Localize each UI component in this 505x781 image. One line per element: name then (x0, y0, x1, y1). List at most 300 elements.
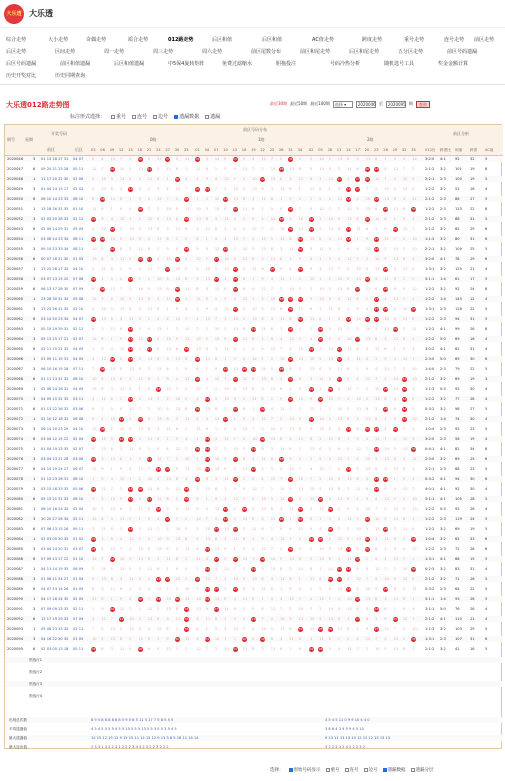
miss-value: 5 (337, 607, 341, 611)
issue-cell: 2020081 (7, 507, 24, 511)
nav-link[interactable]: 连号走势 (444, 37, 465, 43)
miss-value: 10 (270, 427, 276, 431)
weekday-cell: 6 (33, 557, 36, 561)
miss-value: 13 (214, 337, 220, 341)
analysis-value: 2:1:2 (425, 617, 435, 621)
miss-value: 4 (309, 597, 313, 601)
checkbox-icon[interactable] (174, 115, 178, 119)
drawn-number-ball: 30 (175, 286, 180, 291)
miss-value: 13 (252, 187, 257, 191)
checkbox-icon[interactable] (111, 115, 115, 119)
period-select[interactable]: 选择 ▾ (333, 101, 353, 108)
back-numbers: 08 10 (73, 197, 84, 201)
drawn-number-ball: 15 (128, 336, 133, 341)
miss-value: 6 (138, 187, 141, 191)
nav-link[interactable]: 周六走势 (202, 49, 223, 55)
weekday-cell: 1 (33, 567, 36, 571)
footer-option[interactable] (364, 767, 378, 773)
site-header (0, 0, 505, 28)
drawn-number-ball: 08 (328, 526, 332, 531)
miss-value: 1 (298, 577, 301, 581)
analysis-value: 1:4:0 (425, 367, 435, 371)
drawn-number-ball: 13 (233, 526, 237, 531)
miss-value: 8 (205, 477, 208, 481)
miss-value: 7 (356, 387, 359, 391)
table-row (5, 526, 503, 532)
miss-value: 3 (224, 407, 227, 411)
miss-value: 10 (347, 207, 352, 211)
miss-value: 4 (242, 357, 246, 361)
weekday-cell: 6 (33, 287, 36, 291)
miss-value: 12 (224, 567, 229, 571)
issue-cell: 2020094 (7, 637, 24, 641)
miss-value: 1 (110, 207, 113, 211)
miss-value: 4 (328, 197, 331, 201)
nav-link[interactable]: 后区和值 (262, 37, 283, 43)
checkbox-icon[interactable] (345, 768, 349, 772)
analysis-value: 24 (470, 517, 475, 521)
format-option[interactable] (111, 113, 126, 120)
miss-value: 12 (298, 397, 304, 401)
miss-value: 9 (110, 277, 113, 281)
miss-value: 1 (319, 257, 322, 261)
issue-cell: 2020057 (7, 267, 24, 271)
miss-value: 1 (375, 617, 378, 621)
miss-value: 12 (289, 337, 294, 341)
nav-link[interactable]: 后区和值 (212, 37, 233, 43)
miss-value: 10 (110, 627, 116, 631)
miss-value: 11 (205, 227, 211, 231)
drawn-number-ball: 06 (100, 196, 105, 201)
miss-value: 3 (384, 337, 387, 341)
nav-link[interactable]: 前区号码遗漏 (447, 49, 478, 55)
miss-value: 1 (280, 327, 283, 331)
miss-value: 6 (101, 467, 104, 471)
format-option[interactable] (174, 113, 199, 120)
miss-value: 3 (356, 547, 359, 551)
miss-value: 4 (384, 427, 387, 431)
analysis-value: 2:3 (440, 427, 446, 431)
miss-value: 7 (185, 577, 188, 581)
checkbox-icon[interactable] (383, 768, 387, 772)
front-numbers: 04 11 14 19 35 (41, 567, 69, 571)
back-numbers: 03 07 (73, 547, 84, 551)
number-col-header: 18 (137, 148, 143, 152)
drawn-number-ball: 21 (147, 346, 152, 351)
front-numbers: 01 13 18 27 31 (41, 157, 69, 161)
footer-option[interactable] (345, 767, 359, 773)
miss-value: 2 (289, 217, 292, 221)
back-numbers: 02 03 (73, 187, 84, 191)
miss-value: 10 (157, 277, 162, 281)
analysis-value: 28 (470, 397, 475, 401)
issue-cell: 2020090 (7, 597, 24, 601)
miss-value: 1 (233, 547, 236, 551)
nav-link[interactable]: 跨度走势 (362, 37, 383, 43)
analysis-value: 6 (485, 237, 488, 241)
analysis-value: 5 (485, 367, 488, 371)
drawn-number-ball: 06 (100, 236, 105, 241)
miss-value: 5 (375, 587, 378, 591)
miss-value: 1 (298, 447, 301, 451)
front-numbers: 12 17 19 29 33 (41, 617, 69, 621)
miss-value: 5 (157, 217, 160, 221)
stats-values-front: 8 9 5 8 8 8 8 8 8 5 9 5 6 5 11 5 17 7 5 8 5 5 5 (91, 718, 174, 722)
checkbox-icon[interactable] (205, 115, 209, 119)
miss-value: 7 (402, 297, 406, 301)
miss-value: 6 (261, 527, 264, 531)
miss-value: 2 (384, 507, 387, 511)
miss-value: 8 (356, 217, 359, 221)
miss-value: 5 (157, 607, 160, 611)
miss-value: 1 (101, 277, 104, 281)
miss-value: 8 (412, 317, 415, 321)
miss-value: 13 (119, 567, 125, 571)
to-issue-input[interactable]: 2020095 (387, 101, 406, 107)
front-numbers: 04 17 18 24 30 (41, 597, 69, 601)
drawn-number-ball: 03 (91, 646, 96, 651)
miss-value: 6 (337, 437, 341, 441)
back-numbers: 02 11 (73, 607, 84, 611)
miss-value: 10 (393, 377, 399, 381)
format-option[interactable] (132, 113, 147, 120)
back-numbers: 04 07 (73, 157, 84, 161)
nav-link[interactable]: AC值走势 (312, 37, 334, 43)
miss-value: 10 (402, 437, 408, 441)
miss-value: 1 (157, 377, 160, 381)
footer-option[interactable] (411, 767, 434, 773)
format-option[interactable] (153, 113, 168, 120)
footer-option[interactable] (326, 767, 340, 773)
footer-option[interactable] (383, 767, 406, 773)
miss-value: 2 (224, 187, 227, 191)
miss-value: 9 (289, 197, 292, 201)
miss-value: 3 (138, 307, 141, 311)
miss-value: 2 (270, 617, 273, 621)
miss-value: 1 (224, 357, 227, 361)
nav-link[interactable]: 重号走势 (404, 37, 425, 43)
back-numbers: 05 08 (73, 297, 84, 301)
miss-value: 12 (92, 557, 97, 561)
miss-value: 13 (393, 257, 399, 261)
miss-value: 13 (110, 377, 116, 381)
analysis-value: 2:2:1 (425, 177, 435, 181)
miss-value: 11 (129, 577, 134, 581)
miss-value: 10 (233, 577, 239, 581)
weekday-cell: 3 (33, 457, 36, 461)
miss-value: 1 (175, 627, 178, 631)
drawn-number-ball: 23 (374, 486, 379, 491)
miss-value: 6 (328, 637, 331, 641)
nav-link[interactable]: 周一走势 (104, 49, 125, 55)
miss-value: 11 (101, 527, 106, 531)
nav-link[interactable]: 后区和尾走势 (349, 49, 380, 55)
miss-value: 8 (289, 627, 292, 631)
table-row (5, 616, 503, 622)
drawn-number-ball: 30 (175, 256, 180, 261)
nav-link[interactable]: 历史开奖对比 (6, 73, 37, 79)
weekday-cell: 6 (33, 407, 36, 411)
front-numbers: 04 07 13 14 26 (41, 587, 69, 591)
miss-value: 11 (185, 157, 190, 161)
nav-link[interactable]: 012路走势 (168, 37, 194, 43)
nav-link[interactable]: 后区号码遗漏 (6, 61, 37, 67)
analysis-value: 86 (455, 197, 460, 201)
analysis-value: 27 (470, 197, 475, 201)
latest-30-link[interactable]: 最近30期 (270, 101, 288, 106)
miss-value: 8 (205, 607, 208, 611)
miss-value: 8 (412, 577, 415, 581)
miss-value: 8 (242, 327, 246, 331)
query-button[interactable]: 查询 (416, 101, 430, 108)
format-option[interactable] (205, 113, 220, 120)
miss-value: 4 (328, 457, 331, 461)
checkbox-icon[interactable] (364, 768, 368, 772)
miss-value: 5 (298, 547, 301, 551)
miss-value: 4 (347, 447, 350, 451)
nav-link[interactable]: 区间走势 (55, 49, 76, 55)
miss-value: 9 (298, 387, 301, 391)
miss-value: 7 (337, 397, 341, 401)
drawn-number-ball: 27 (165, 576, 170, 581)
drawn-number-ball: 02 (309, 646, 314, 651)
format-option-label: 遗漏 (210, 114, 221, 120)
miss-value: 12 (175, 447, 181, 451)
nav-link[interactable]: 随机选号工具 (384, 61, 415, 67)
miss-value: 6 (261, 267, 264, 271)
miss-value: 2 (101, 627, 104, 631)
miss-value: 2 (384, 637, 387, 641)
drawn-number-ball: 11 (337, 576, 342, 581)
miss-value: 4 (157, 647, 160, 651)
back-numbers: 02 12 (73, 327, 84, 331)
miss-value: 8 (280, 177, 283, 181)
miss-value: 3 (129, 377, 132, 381)
drawn-number-ball: 33 (184, 216, 189, 221)
analysis-value: 5 (485, 577, 488, 581)
nav-link[interactable]: 前区走势 (474, 37, 495, 43)
miss-value: 11 (214, 157, 220, 161)
miss-value: 1 (328, 447, 331, 451)
miss-value: 3 (298, 497, 301, 501)
number-col-header: 09 (109, 148, 115, 152)
nav-link[interactable]: 前区尾数分布 (251, 49, 282, 55)
miss-value: 5 (110, 307, 113, 311)
miss-value: 13 (92, 257, 97, 261)
miss-value: 9 (214, 237, 218, 241)
miss-value: 6 (252, 337, 255, 341)
miss-value: 7 (412, 357, 415, 361)
analysis-value: 3:1:1 (425, 277, 435, 281)
miss-value: 12 (233, 497, 239, 501)
nav-link[interactable]: 后区走势 (6, 49, 27, 55)
miss-value: 12 (337, 587, 343, 591)
miss-value: 2 (298, 537, 301, 541)
nav-link[interactable]: 前区和尾走势 (300, 49, 331, 55)
nav-link[interactable]: 前区和值遗漏 (60, 61, 91, 67)
nav-link[interactable]: 后区和值遗漏 (114, 61, 145, 67)
miss-value: 13 (129, 367, 134, 371)
drawn-number-ball: 23 (374, 246, 379, 251)
drawn-number-ball: 12 (119, 436, 124, 441)
miss-value: 8 (375, 467, 378, 471)
miss-value: 2 (92, 567, 95, 571)
miss-value: 7 (196, 197, 199, 201)
nav-link[interactable]: 中5保4旋转矩阵 (168, 61, 205, 67)
footer-option[interactable] (289, 767, 321, 773)
miss-value: 12 (319, 597, 324, 601)
analysis-value: 51 (455, 187, 460, 191)
miss-value: 8 (101, 387, 104, 391)
miss-value: 5 (328, 157, 331, 161)
nav-link[interactable]: 综合走势 (6, 37, 27, 43)
miss-value: 10 (375, 387, 380, 391)
miss-value: 4 (319, 527, 322, 531)
miss-value: 11 (175, 487, 181, 491)
table-row (5, 516, 503, 522)
analysis-value: 76 (455, 607, 460, 611)
miss-value: 8 (280, 307, 283, 311)
miss-value: 13 (185, 207, 190, 211)
lottery-logo[interactable] (4, 4, 24, 24)
weekday-cell: 6 (33, 227, 36, 231)
miss-value: 6 (166, 367, 169, 371)
drawn-number-ball: 15 (128, 486, 133, 491)
issue-cell: 2020051 (7, 207, 24, 211)
miss-value: 1 (261, 597, 264, 601)
analysis-value: 15 (470, 557, 475, 561)
miss-value: 11 (157, 367, 162, 371)
drawn-number-ball: 27 (165, 466, 170, 471)
miss-value: 3 (384, 597, 387, 601)
miss-value: 8 (185, 407, 188, 411)
table-row (5, 346, 503, 352)
from-issue-input[interactable]: 2020046 (357, 101, 376, 107)
latest-50-link[interactable]: 最近50期 (290, 101, 308, 106)
miss-value: 13 (309, 367, 315, 371)
miss-value: 2 (138, 347, 141, 351)
miss-value: 9 (261, 537, 264, 541)
nav-link[interactable]: 免费过滤缩水 (222, 61, 253, 67)
miss-value: 11 (185, 547, 190, 551)
drawn-number-ball: 11 (337, 566, 342, 571)
miss-value: 10 (147, 217, 153, 221)
miss-value: 6 (110, 527, 113, 531)
miss-value: 2 (319, 217, 322, 221)
miss-value: 11 (185, 287, 190, 291)
miss-value: 6 (185, 227, 188, 231)
latest-100-link[interactable]: 最近100期 (310, 101, 330, 106)
miss-value: 8 (110, 577, 113, 581)
nav-link[interactable]: 号码冷热分析 (330, 61, 361, 67)
checkbox-icon[interactable] (411, 768, 415, 772)
miss-value: 9 (242, 287, 246, 291)
miss-value: 9 (347, 507, 350, 511)
miss-value: 6 (375, 417, 378, 421)
miss-value: 4 (119, 537, 123, 541)
analysis-value: 31 (470, 637, 475, 641)
miss-value: 6 (356, 427, 359, 431)
miss-value: 9 (347, 247, 350, 251)
checkbox-icon[interactable] (289, 768, 293, 772)
miss-value: 5 (166, 277, 169, 281)
analysis-value: 93 (455, 597, 460, 601)
miss-value: 2 (196, 267, 199, 271)
table-row (5, 586, 503, 592)
analysis-value: 6 (485, 327, 488, 331)
drawn-number-ball: 33 (184, 246, 189, 251)
miss-value: 8 (252, 387, 255, 391)
miss-value: 1 (242, 347, 246, 351)
miss-value: 1 (319, 517, 322, 521)
analysis-value: 4 (485, 567, 488, 571)
miss-value: 13 (337, 157, 343, 161)
issue-cell: 2020076 (7, 457, 24, 461)
miss-value: 4 (214, 437, 218, 441)
nav-link[interactable]: 奇偶走势 (86, 37, 107, 43)
analysis-value: 16 (470, 647, 475, 651)
miss-value: 2 (393, 307, 396, 311)
drawn-number-ball: 06 (100, 366, 105, 371)
checkbox-icon[interactable] (132, 115, 136, 119)
miss-value: 2 (147, 407, 151, 411)
miss-value: 8 (224, 597, 227, 601)
nav-link[interactable]: 胆拖投注 (276, 61, 297, 67)
miss-value: 3 (157, 167, 160, 171)
drawn-number-ball: 13 (233, 476, 237, 481)
miss-value: 11 (319, 247, 324, 251)
miss-value: 2 (157, 207, 160, 211)
miss-value: 8 (402, 257, 406, 261)
miss-value: 4 (393, 357, 396, 361)
nav-link[interactable]: 五分区走势 (398, 49, 424, 55)
miss-value: 13 (384, 327, 389, 331)
miss-value: 4 (138, 527, 141, 531)
miss-value: 3 (261, 517, 264, 521)
drawn-number-ball: 03 (91, 216, 96, 221)
miss-value: 7 (365, 187, 368, 191)
miss-value: 10 (384, 577, 389, 581)
table-row (5, 176, 503, 182)
miss-value: 1 (393, 347, 396, 351)
miss-value: 11 (224, 347, 229, 351)
miss-value: 13 (110, 637, 116, 641)
miss-value: 4 (224, 237, 227, 241)
drawn-number-ball: 23 (374, 476, 379, 481)
checkbox-icon[interactable] (153, 115, 157, 119)
miss-value: 4 (185, 307, 188, 311)
drawn-number-ball: 14 (346, 236, 351, 241)
table-row (5, 466, 503, 472)
miss-value: 6 (119, 327, 123, 331)
analysis-value: 26 (470, 597, 475, 601)
nav-link[interactable]: 奖金金额计算 (438, 61, 469, 67)
nav-link[interactable]: 周三走势 (153, 49, 174, 55)
miss-value: 9 (147, 647, 151, 651)
miss-value: 11 (270, 257, 276, 261)
nav-link[interactable]: 大小走势 (48, 37, 69, 43)
prediction-row (5, 693, 503, 699)
checkbox-icon[interactable] (326, 768, 330, 772)
miss-value: 11 (393, 337, 399, 341)
nav-link[interactable]: 质合走势 (128, 37, 149, 43)
nav-link[interactable]: 历史同期查询 (55, 73, 86, 79)
miss-value: 11 (147, 567, 153, 571)
miss-value: 2 (270, 357, 273, 361)
weekday-cell: 3 (33, 577, 36, 581)
miss-value: 9 (129, 267, 132, 271)
miss-value: 11 (356, 487, 361, 491)
